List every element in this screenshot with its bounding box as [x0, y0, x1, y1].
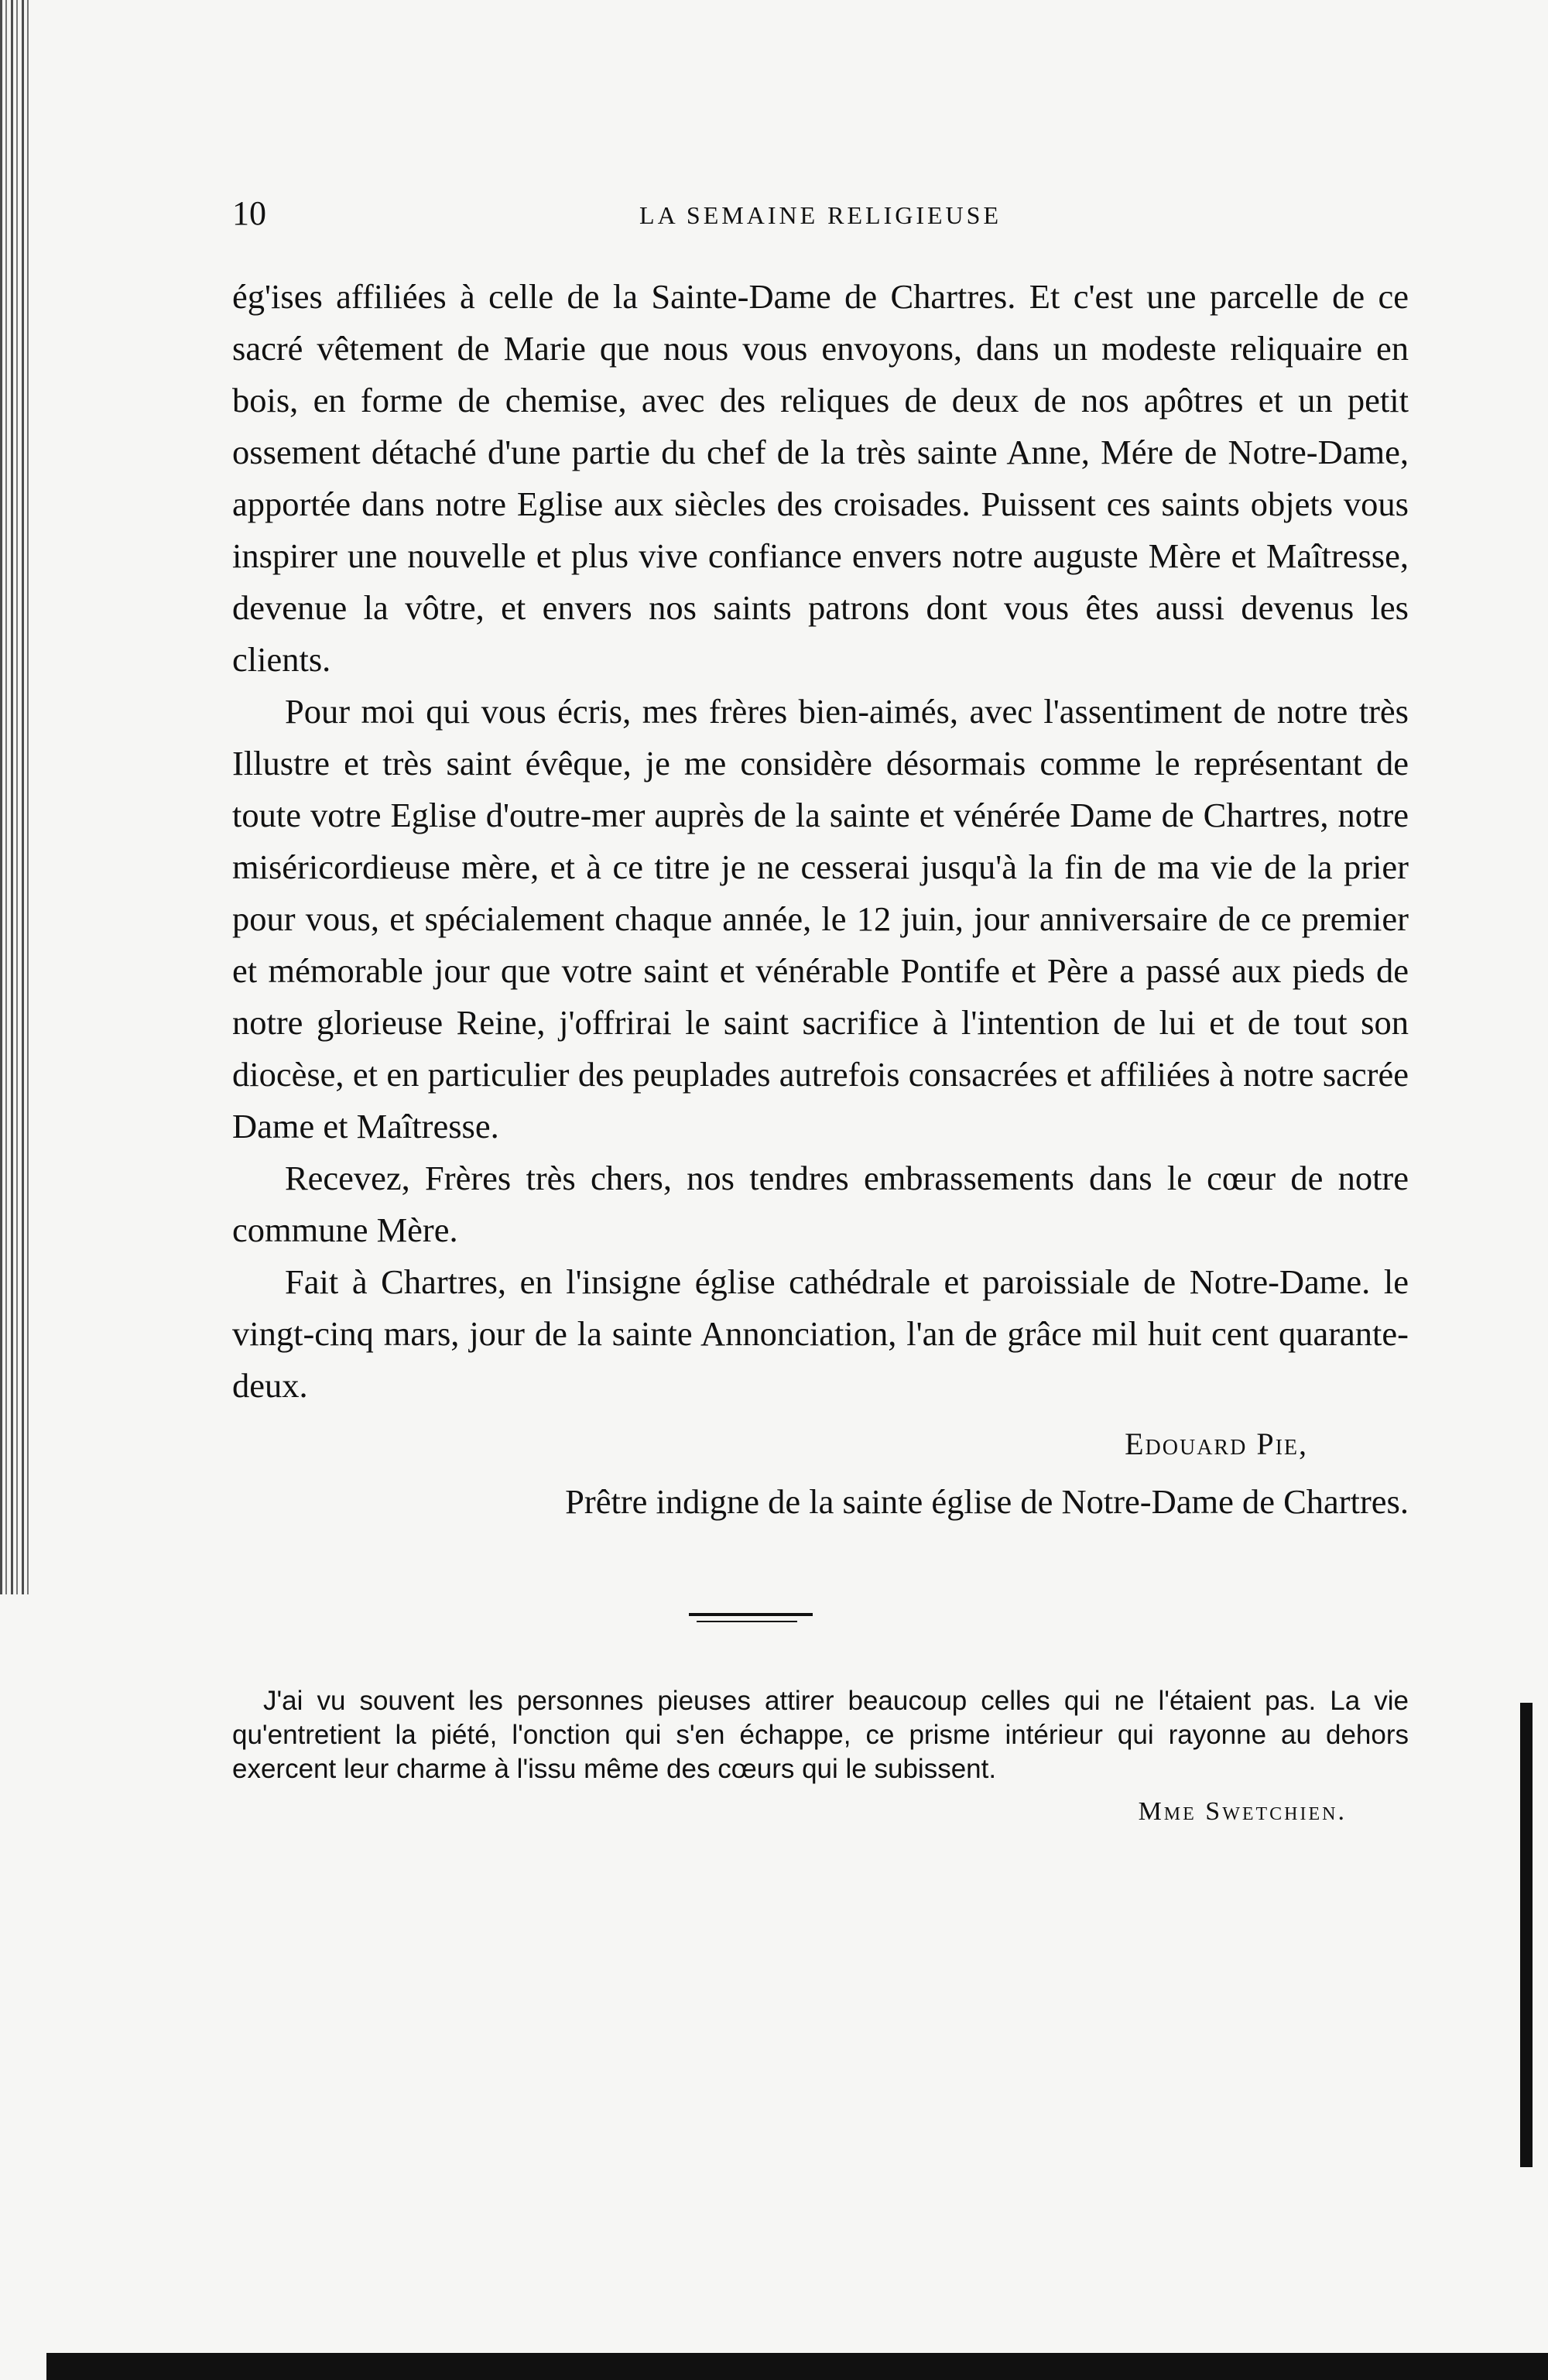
- separator-rule: [689, 1613, 813, 1616]
- paragraph-4: Fait à Chartres, en l'insigne église cathédrale et paroissiale de Notre-Dame. le vingt-cinq mars, jour de la sainte Annonciation, l'an de grâce mil huit cent quarante-deux.: [232, 1262, 1409, 1405]
- signature-title: Prêtre indigne de la sainte église de Notre-Dame de Chartres.: [565, 1482, 1409, 1521]
- page-content: [232, 193, 1409, 1827]
- paragraph-3: Recevez, Frères très chers, nos tendres embrassements dans le cœur de notre commune Mère.: [232, 1159, 1409, 1249]
- separator-rule-thin: [697, 1621, 797, 1622]
- quote-attribution: Mme Swetchien.: [1138, 1797, 1347, 1826]
- page-number: 10: [232, 194, 266, 232]
- scan-binding-edge: [0, 0, 31, 1594]
- running-title: LA SEMAINE RELIGIEUSE: [639, 201, 1002, 229]
- signature: Edouard Pie,: [1125, 1426, 1308, 1461]
- epigraph-quote: [232, 1684, 1409, 1827]
- scan-edge-bar: [1520, 1703, 1533, 2167]
- running-header: [232, 193, 1409, 240]
- paragraph-1: ég'ises affiliées à celle de la Sainte-Dame de Chartres. Et c'est une parcelle de ce sacré vêtement de Marie que nous vous envoyons, dans un modeste reliquaire en bois, en forme de chemise, avec des reliques de deux de nos apôtres et un petit ossement détaché d'une partie du chef de la très sainte Anne, Mére de Notre-Dame, apportée dans notre Eglise aux siècles des croisades. Puissent ces saints objets vous inspirer une nouvelle et plus vive confiance envers notre auguste Mère et Maîtresse, devenue la vôtre, et envers nos saints patrons dont vous êtes aussi devenus les clients.: [232, 277, 1409, 679]
- quote-text: J'ai vu souvent les personnes pieuses attirer beaucoup celles qui ne l'étaient pas. La vie qu'entretient la piété, l'onction qui s'en échappe, ce prisme intérieur qui rayonne au dehors exercent leur charme à l'issu même des cœurs qui le subissent.: [232, 1686, 1409, 1784]
- paragraph-2: Pour moi qui vous écris, mes frères bien-aimés, avec l'assentiment de notre très Illustre et très saint évêque, je me considère désormais comme le représentant de toute votre Eglise d'outre-mer auprès de la sainte et vénérée Dame de Chartres, notre miséricordieuse mère, et à ce titre je ne cesserai jusqu'à la fin de ma vie de la prier pour vous, et spécialement chaque année, le 12 juin, jour anniversaire de ce premier et mémorable jour que votre saint et vénérable Pontife et Père a passé aux pieds de notre glorieuse Reine, j'offrirai le saint sacrifice à l'intention de lui et de tout son diocèse, et en particulier des peuplades autrefois consacrées et affiliées à notre sacrée Dame et Maîtresse.: [232, 692, 1409, 1145]
- scan-bottom-bar: [46, 2353, 1548, 2380]
- letter-body: [232, 271, 1409, 1412]
